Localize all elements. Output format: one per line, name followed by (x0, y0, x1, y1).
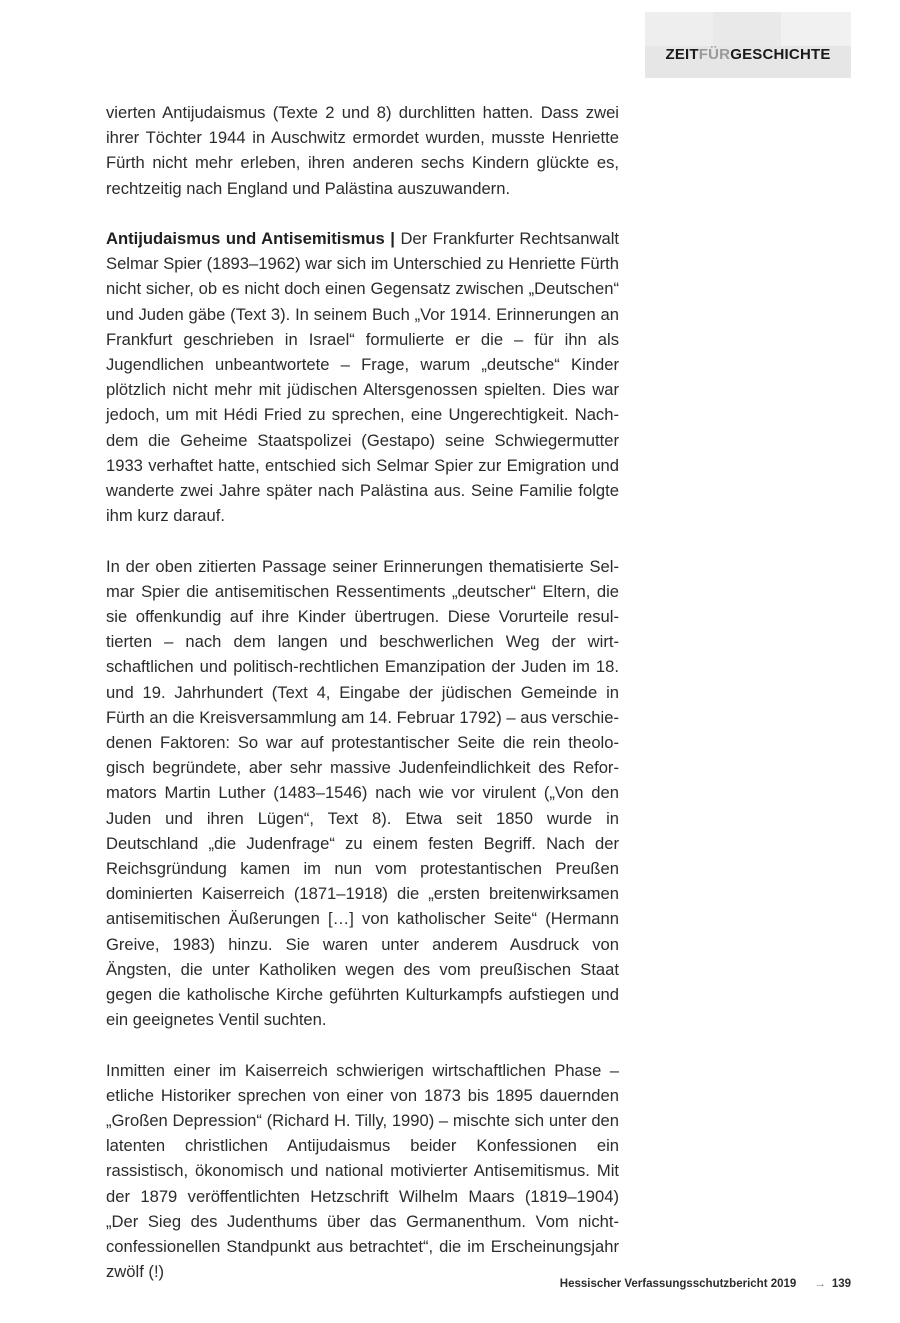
paragraph-2 (106, 226, 619, 528)
section-tag-background (645, 12, 851, 78)
page-number: 139 (831, 1278, 851, 1290)
article-body (106, 100, 619, 1310)
arrow-right-icon: → (814, 1278, 826, 1290)
publication-title: Hessischer Verfassungsschutzbericht 2019 (559, 1278, 797, 1290)
section-tag-part1: ZEIT (665, 46, 699, 63)
paragraph-4: Inmitten einer im Kaiserreich schwierigen wirtschaftlichen Phase – etliche Historiker sprechen von einer von 1873 bis 1895 dauernden „Großen Depression“ (Richard H. Tilly, 1990) – mischte sich unter den latenten christlichen Antijudaismus beider Konfessionen ein rassistisch, ökonomisch und national motivierter Antisemitismus. Mit der 1879 veröffentlichten Hetzschrift Wilhelm Maars (1819–1904) „Der Sieg des Judenthums über das Germanenthum. Vom nicht-confessionellen Standpunkt aus betrachtet“, die im Erscheinungsjahr zwölf (!) (106, 1060, 619, 1282)
section-tag (645, 46, 851, 63)
page-footer (560, 1278, 851, 1290)
paragraph-2-text: Der Frankfurter Rechtsanwalt Selmar Spier (1893–1962) war sich im Unterschied zu Henriette Fürth nicht sicher, ob es nicht doch einen Gegensatz zwischen „Deutschen“ und Juden gäbe (Text 3). In seinem Buch „Vor 1914. Erinnerungen an Frankfurt geschrieben in Israel“ formulierte er die – für ihn als Jugendlichen unbeantwortete – Frage, warum „deutsche“ Kinder plötzlich nicht mehr mit jüdischen Altersgenossen spielten. Dies war jedoch, um mit Hédi Fried zu sprechen, eine Ungerechtigkeit. Nachdem die Geheime Staatspolizei (Gestapo) seine Schwiegermutter 1933 verhaftet hatte, entschied sich Selmar Spier zur Emigration und wanderte zwei Jahre später nach Palästina aus. Seine Familie folgte ihm kurz darauf. (106, 229, 620, 526)
paragraph-3: In der oben zitierten Passage seiner Erinnerungen thematisierte Selmar Spier die antisemitischen Ressentiments „deutscher“ Eltern, die sie offenkundig auf ihre Kinder übertrugen. Diese Vorurteile resultierten – nach dem langen und beschwerlichen Weg der wirtschaftlichen und politisch-rechtlichen Emanzipation der Juden im 18. und 19. Jahrhundert (Text 4, Eingabe der jüdischen Gemeinde in Fürth an die Kreisversammlung am 14. Februar 1792) – aus verschiedenen Faktoren: So war auf protestantischer Seite die rein theologisch begründete, aber sehr massive Judenfeindlichkeit des Reformators Martin Luther (1483–1546) nach wie vor virulent („Von den Juden und ihren Lügen“, Text 8). Etwa seit 1850 wurde in Deutschland „die Judenfrage“ zu einem festen Begriff. Nach der Reichsgründung kamen im nun vom protestantischen Preußen dominierten Kaiserreich (1871–1918) die „ersten breitenwirksamen antisemitischen Äußerungen […] von katholischer Seite“ (Hermann Greive, 1983) hinzu. Sie waren unter anderem Ausdruck von Ängsten, die unter Katholiken wegen des vom preußischen Staat gegen die katholische Kirche geführten Kulturkampfs aufstiegen und ein geeignetes Ventil suchten. (106, 556, 619, 1030)
section-heading: Antijudaismus und Antisemitismus | (106, 229, 395, 248)
paragraph-1: vierten Antijudaismus (Texte 2 und 8) durchlitten hatten. Dass zwei ihrer Töchter 1944 in Auschwitz ermordet wurden, musste Henriette Fürth nicht mehr erleben, ihren anderen sechs Kindern glückte es, rechtzeitig nach England und Palästina auszuwandern. (106, 103, 619, 198)
section-tag-part2: FÜR (698, 46, 731, 63)
section-tag-part3: GESCHICHTE (730, 46, 831, 63)
